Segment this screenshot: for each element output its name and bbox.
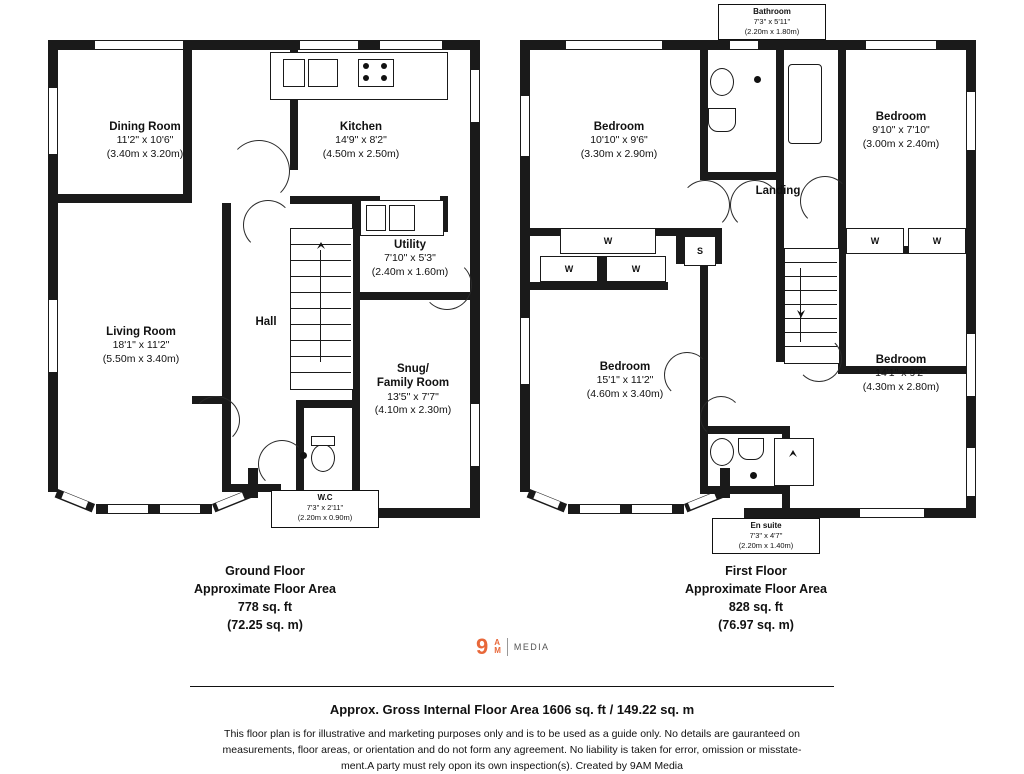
room-name: Dining Room [62,120,228,134]
door-arc-ensuite [700,396,742,438]
room-dim-ft: 15'1" x 11'2" [546,374,704,387]
wall-ff-landing-right [776,222,784,362]
room-dim-ft: 9'10" x 7'10" [830,124,972,137]
stair-step-ff [785,332,837,333]
callout-bathroom [718,4,826,40]
ensuite-dim-ft: 7'3" x 4'7" [716,531,816,541]
room-dim-m: (2.40m x 1.60m) [330,266,490,279]
stair-step [291,340,351,341]
room-label-kitchen [278,120,444,161]
room-name: Utility [330,238,490,252]
room-label-landing: Landing [718,185,838,197]
wall-ff-bed1-right [700,40,708,180]
room-name: Bedroom [830,353,972,367]
wall-ff-bath-bottom [700,172,784,180]
door-arc-bed2 [800,176,850,226]
wall-ff-ensuite-bottom [700,486,790,494]
window-gf-kitchen-top [300,41,358,49]
hob-burner-2 [381,63,387,69]
store-cupboard [684,236,716,266]
room-label-snug-family-room [334,362,492,417]
wc-cistern [311,436,335,446]
room-label-bedroom-4 [830,353,972,394]
room-dim-ft: 18'1" x 11'2" [58,339,224,352]
stair-step-ff [785,290,837,291]
ground-floor-title [150,562,380,635]
window-gf-dining-left [49,88,57,154]
wardrobe-1 [560,228,656,254]
bay-window-gf-seg4 [248,468,258,498]
room-dim-m: (3.40m x 3.20m) [62,148,228,161]
room-dim-ft: 11'2" x 10'6" [62,134,228,147]
ff-title-line-1: First Floor [636,562,876,580]
ff-title-line-4: (76.97 sq. m) [636,616,876,634]
window-ff-bed1-top [566,41,662,49]
kitchen-sink [283,59,305,87]
bay-window-glass-3 [160,505,200,513]
ensuite-shower-arrow-icon [785,448,801,464]
window-gf-dining-top [95,41,183,49]
wardrobe-label: W [632,264,641,274]
window-ff-bottom-1 [860,509,924,517]
bathroom-toilet [710,68,734,96]
first-floor-title [636,562,876,635]
stair-step [291,356,351,357]
window-gf-kitchen-right [471,70,479,122]
wall-ff-wardrobe-bottom [520,282,668,290]
bathroom-bath [788,64,822,144]
room-dim-ft: 7'10" x 5'3" [330,252,490,265]
room-dim-m: (4.30m x 2.80m) [830,381,972,394]
gf-title-line-1: Ground Floor [150,562,380,580]
door-arc-front [258,440,306,488]
footer-divider [190,686,834,687]
ensuite-toilet [710,438,734,466]
window-ff-right-3 [967,448,975,496]
window-ff-left-1 [521,96,529,156]
callout-ensuite [712,518,820,554]
bay-window-ff-glass-2 [580,505,620,513]
wardrobe-label: W [933,236,942,246]
store-label: S [697,246,703,256]
room-label-bedroom-2 [830,110,972,151]
hob-burner-1 [363,63,369,69]
wardrobe-3 [606,256,666,282]
ff-title-line-3: 828 sq. ft [636,598,876,616]
callout-wc [271,490,379,528]
logo-nine: 9 [476,636,488,658]
stair-step [291,308,351,309]
room-label-bedroom-1 [540,120,698,161]
gf-title-line-2: Approximate Floor Area [150,580,380,598]
room-label-dining-room [62,120,228,161]
window-ff-bath-top [730,41,758,49]
room-label-living-room [58,325,224,366]
room-label-utility [330,238,490,279]
room-name: Kitchen [278,120,444,134]
window-gf-living-left [49,300,57,372]
wardrobe-label: W [565,264,574,274]
room-name-line1: Snug/ [334,362,492,376]
wardrobe-2 [540,256,598,282]
wardrobe-4 [846,228,904,254]
room-dim-m: (3.30m x 2.90m) [540,148,698,161]
logo-am: A M [494,639,501,656]
window-ff-bed2-top [866,41,936,49]
ensuite-basin [738,438,764,460]
disclaimer-line-3: ment.A party must rely opon its own inspection(s). Created by 9AM Media [0,759,1024,774]
stair-step-ff [785,262,837,263]
kitchen-counter-inner [271,90,445,97]
room-name: Bedroom [540,120,698,134]
room-name: Bedroom [830,110,972,124]
door-arc-living [192,396,240,444]
ff-title-line-2: Approximate Floor Area [636,580,876,598]
utility-sink [366,205,386,231]
wardrobe-label: W [604,236,613,246]
window-ff-left-2 [521,318,529,384]
room-dim-m: (5.50m x 3.40m) [58,353,224,366]
bathroom-dim-ft: 7'3" x 5'11" [722,17,822,27]
bathroom-basin [708,108,736,132]
room-dim-m: (4.50m x 2.50m) [278,148,444,161]
ensuite-door-dot [750,472,757,479]
wardrobe-5 [908,228,966,254]
door-arc-kitchen-hall [243,200,293,250]
room-label-bedroom-3 [546,360,704,401]
wc-dim-ft: 7'3" x 2'11" [275,503,375,513]
gf-title-line-3: 778 sq. ft [150,598,380,616]
hob-burner-3 [363,75,369,81]
wardrobe-label: W [871,236,880,246]
room-dim-ft: 10'10" x 9'6" [540,134,698,147]
room-dim-m: (3.00m x 2.40m) [830,138,972,151]
total-area-text: Approx. Gross Internal Floor Area 1606 sq. ft / 149.22 sq. m [0,702,1024,717]
room-dim-ft: 14'9" x 8'2" [278,134,444,147]
bathroom-dim-m: (2.20m x 1.80m) [722,27,822,37]
gf-title-line-4: (72.25 sq. m) [150,616,380,634]
disclaimer-line-2: measurements, floor areas, or orientation and do not form any agreement. No liability is taken for error, omission or misstate- [0,743,1024,759]
window-gf-kitchen-top-2 [380,41,442,49]
utility-washer [389,205,415,231]
footer-total-area [0,702,1024,717]
stair-step-ff [785,276,837,277]
wc-dim-m: (2.20m x 0.90m) [275,513,375,523]
footer-disclaimer [0,722,1024,774]
bay-window-ff-glass-3 [632,505,672,513]
bay-window-glass-2 [108,505,148,513]
disclaimer-line-1: This floor plan is for illustrative and marketing purposes only and is to be used as a guide only. No details are gauranteed on [0,727,1024,743]
kitchen-appliance [308,59,338,87]
brand-logo [476,636,549,658]
stair-arrow-down-icon [793,304,809,320]
wc-toilet [311,444,335,472]
logo-divider [507,638,508,656]
room-name: Living Room [58,325,224,339]
wc-name: W.C [275,493,375,503]
stair-arrow-up-icon [313,240,329,256]
bathroom-name: Bathroom [722,7,822,17]
room-dim-ft: 14'1" x 9'2" [830,367,972,380]
room-name-line2: Family Room [334,376,492,390]
wall-ff-landing-left [676,228,684,264]
bathroom-door-dot [754,76,761,83]
room-name: Bedroom [546,360,704,374]
room-dim-ft: 13'5" x 7'7" [334,391,492,404]
stair-direction-line [320,250,321,362]
ensuite-name: En suite [716,521,816,531]
hob-burner-4 [381,75,387,81]
logo-wordmark: MEDIA [514,642,550,652]
stair-step [291,292,351,293]
room-dim-m: (4.10m x 2.30m) [334,404,492,417]
room-dim-m: (4.60m x 3.40m) [546,388,704,401]
ensuite-dim-m: (2.20m x 1.40m) [716,541,816,551]
room-label-hall: Hall [228,316,304,328]
wall-gf-dining-living [48,194,192,203]
